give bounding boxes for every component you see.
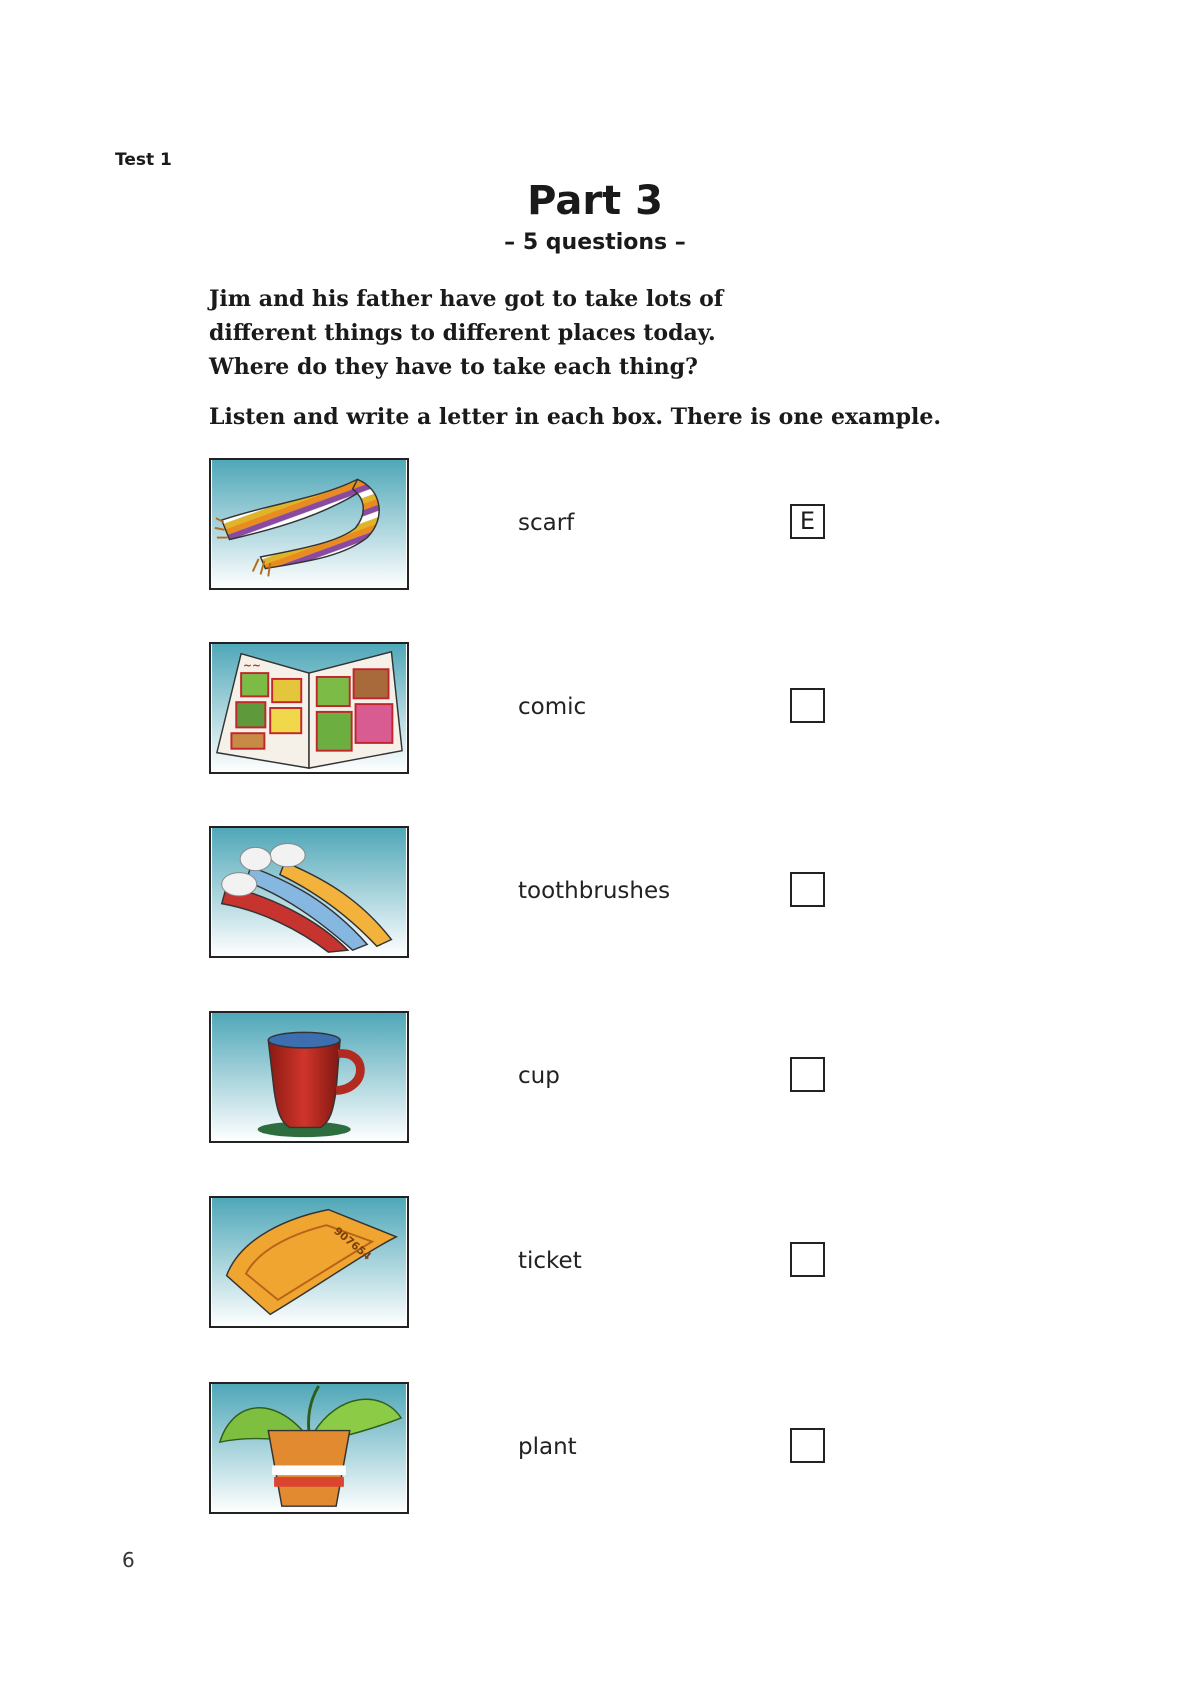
item-word: ticket bbox=[518, 1248, 582, 1274]
part-title: Part 3 bbox=[527, 178, 663, 224]
list-item bbox=[0, 1196, 1190, 1336]
plant-icon bbox=[209, 1382, 409, 1514]
item-word: comic bbox=[518, 694, 587, 720]
answer-box-example: E bbox=[790, 504, 825, 539]
item-word: toothbrushes bbox=[518, 878, 671, 904]
part-subtitle: – 5 questions – bbox=[504, 230, 686, 255]
list-item bbox=[0, 642, 1190, 782]
scarf-icon bbox=[209, 458, 409, 590]
list-item bbox=[0, 1382, 1190, 1522]
item-word: plant bbox=[518, 1434, 577, 1460]
test-label: Test 1 bbox=[115, 150, 172, 170]
answer-box[interactable] bbox=[790, 872, 825, 907]
toothbrushes-icon bbox=[209, 826, 409, 958]
intro-line: different things to different places today. bbox=[209, 320, 716, 346]
svg-text:~~: ~~ bbox=[243, 659, 261, 673]
item-word: cup bbox=[518, 1063, 560, 1089]
answer-box[interactable] bbox=[790, 1057, 825, 1092]
comic-icon bbox=[209, 642, 409, 774]
item-word: scarf bbox=[518, 510, 575, 536]
list-item bbox=[0, 826, 1190, 966]
cup-icon bbox=[209, 1011, 409, 1143]
ticket-icon bbox=[209, 1196, 409, 1328]
instruction-text: Listen and write a letter in each box. There is one example. bbox=[209, 404, 942, 430]
list-item bbox=[0, 1011, 1190, 1151]
ticket-number: 907654 bbox=[331, 1224, 374, 1263]
list-item bbox=[0, 458, 1190, 598]
answer-box[interactable] bbox=[790, 1242, 825, 1277]
intro-line: Where do they have to take each thing? bbox=[209, 354, 698, 380]
answer-box[interactable] bbox=[790, 1428, 825, 1463]
page-number: 6 bbox=[122, 1548, 135, 1572]
intro-line: Jim and his father have got to take lots of bbox=[209, 286, 724, 312]
answer-box[interactable] bbox=[790, 688, 825, 723]
intro-text bbox=[209, 282, 909, 384]
